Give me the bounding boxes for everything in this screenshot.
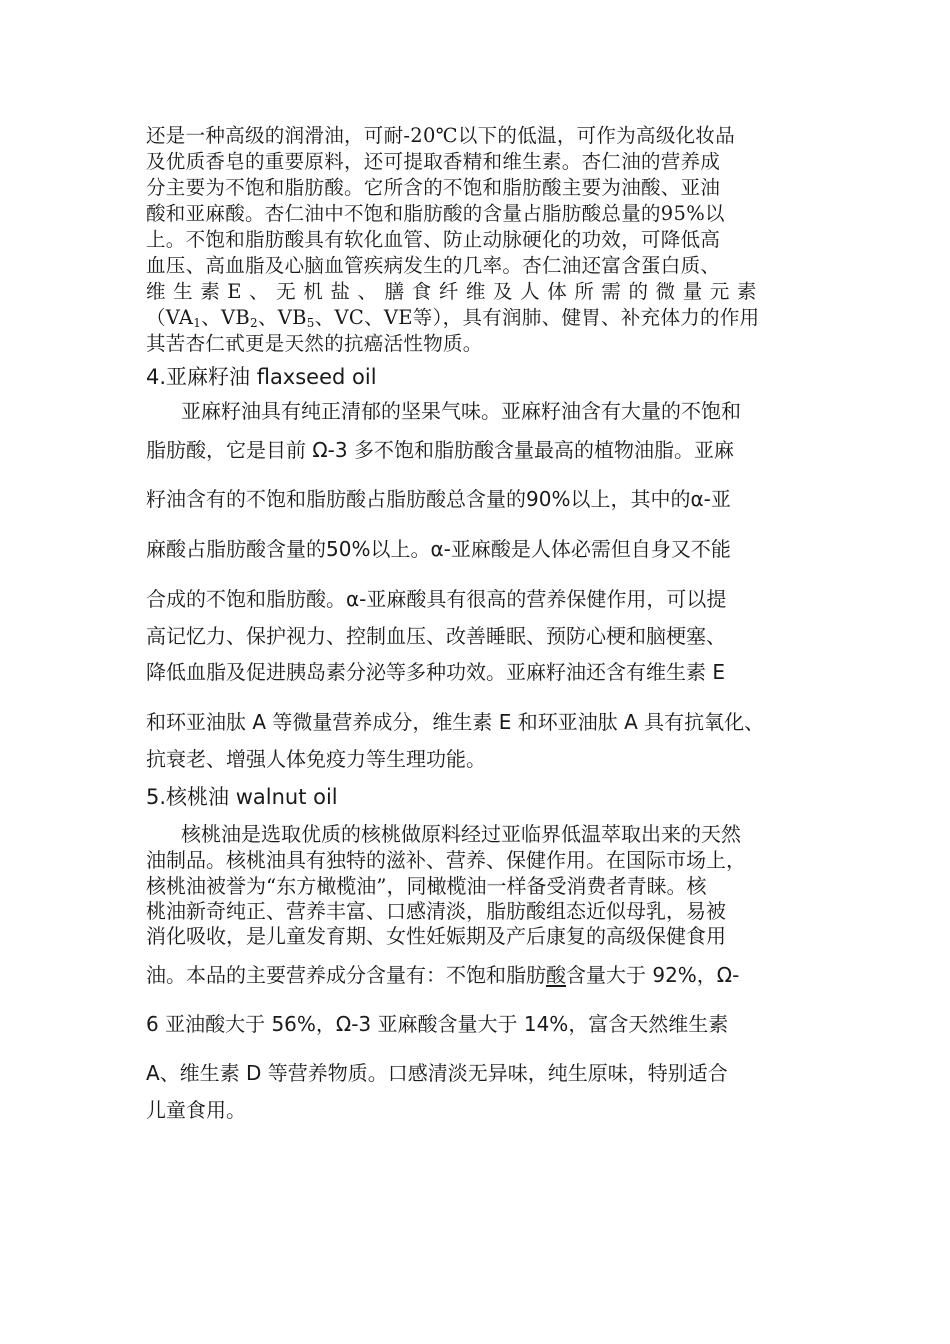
text-run: 、VB xyxy=(257,306,307,329)
text-run: E xyxy=(712,660,725,684)
subscript: 5 xyxy=(306,316,315,330)
text-run: 籽油含有的不饱和脂肪酸占脂肪酸总含量的 xyxy=(146,487,526,511)
paragraph-line: 油制品。核桃油具有独特的滋补、营养、保健作用。在国际市场上， xyxy=(146,848,746,872)
text-run: α- xyxy=(690,487,711,511)
text-run: ， xyxy=(315,1012,336,1036)
text-run: E xyxy=(498,710,512,734)
text-run: 脂肪酸，它是目前 xyxy=(146,438,313,462)
section-heading-walnut: 5.核桃油 walnut oil xyxy=(146,785,338,809)
text-run: 降低血脂及促进胰岛素分泌等多种功效。亚麻籽油还含有维生素 xyxy=(146,660,713,684)
text-run: 6 xyxy=(146,1012,159,1036)
text-run: 亚 xyxy=(710,487,731,511)
paragraph-line: 血压、高血脂及心脑血管疾病发生的几率。杏仁油还富含蛋白质、 xyxy=(146,254,721,277)
subscript: 1 xyxy=(193,316,202,330)
text-run: Ω-3 xyxy=(312,438,348,462)
text-run: 等微量营养成分，维生素 xyxy=(266,710,499,734)
text-run: 亚麻酸含量大于 xyxy=(371,1012,524,1036)
paragraph-line xyxy=(146,1061,728,1087)
text-run: （VA xyxy=(146,306,194,329)
paragraph-line: 消化吸收，是儿童发育期、女性妊娠期及产后康复的高级保健食用 xyxy=(146,924,726,948)
text-run: 等营养物质。口感清淡无异味，纯生原味，特别适合 xyxy=(261,1061,728,1085)
paragraph-line: 还是一种高级的润滑油，可耐-20℃以下的低温，可作为高级化妆品 xyxy=(146,124,736,147)
text-run: A xyxy=(252,710,267,734)
paragraph-line xyxy=(146,587,726,613)
text-run: 90% xyxy=(526,487,571,511)
text-run: 50% xyxy=(326,537,371,561)
text-run: 合成的不饱和脂肪酸。 xyxy=(146,587,346,611)
text-run: Ω-3 xyxy=(335,1012,372,1036)
text-run: 、VB xyxy=(201,306,250,329)
underlined-text: 酸 xyxy=(546,963,566,987)
paragraph-line xyxy=(146,487,731,513)
text-run: 以上。 xyxy=(370,537,431,561)
text-run: A xyxy=(624,710,638,734)
paragraph-line: 上。不饱和脂肪酸具有软化血管、防止动脉硬化的功效，可降低高 xyxy=(146,228,721,251)
text-run: 麻酸占脂肪酸含量的 xyxy=(146,537,326,561)
paragraph-line xyxy=(146,438,734,464)
paragraph-line: 桃油新奇纯正、营养丰富、口感清淡，脂肪酸组态近似母乳，易被 xyxy=(146,899,726,923)
paragraph-line: 其苦杏仁甙更是天然的抗癌活性物质。 xyxy=(146,332,483,355)
text-run: D xyxy=(246,1061,262,1085)
paragraph-line: 儿童食用。 xyxy=(146,1098,246,1122)
text-run: 和环亚油肽 xyxy=(511,710,625,734)
section-heading-flaxseed: 4.亚麻籽油 flaxseed oil xyxy=(146,365,377,389)
text-run: 14% xyxy=(523,1012,569,1036)
paragraph-line xyxy=(146,660,725,686)
paragraph-line: 酸和亚麻酸。杏仁油中不饱和脂肪酸的含量占脂肪酸总量的95%以 xyxy=(146,202,725,225)
paragraph-line: 抗衰老、增强人体免疫力等生理功能。 xyxy=(146,747,486,771)
text-run: 、VC、VE等），具有润肺、健胃、补充体力的作用 xyxy=(314,306,760,329)
text-run: α- xyxy=(430,537,451,561)
paragraph-line xyxy=(146,963,739,989)
paragraph-line: 高记忆力、保护视力、控制血压、改善睡眠、预防心梗和脑梗塞、 xyxy=(146,624,726,648)
paragraph-line: 核桃油被誉为“东方橄榄油”，同橄榄油一样备受消费者青睐。核 xyxy=(146,874,707,898)
text-run: 以上，其中的 xyxy=(570,487,691,511)
text-run: α- xyxy=(346,587,367,611)
text-run: 92%，Ω- xyxy=(646,963,740,987)
paragraph-line xyxy=(146,306,759,332)
paragraph-line: 核桃油是选取优质的核桃做原料经过亚临界低温萃取出来的天然 xyxy=(181,822,741,846)
text-run: 具有抗氧化、 xyxy=(637,710,765,734)
text-run: 和环亚油肽 xyxy=(146,710,253,734)
text-run: 多不饱和脂肪酸含量最高的植物油脂。亚麻 xyxy=(347,438,734,462)
text-run: 56% xyxy=(271,1012,316,1036)
paragraph-line: 维生素E、无机盐、膳食纤维及人体所需的微量元素 xyxy=(146,280,765,303)
subscript: 2 xyxy=(250,316,258,330)
paragraph-line: 及优质香皂的重要原料，还可提取香精和维生素。杏仁油的营养成 xyxy=(146,150,721,173)
paragraph-line: 分主要为不饱和脂肪酸。它所含的不饱和脂肪酸主要为油酸、亚油 xyxy=(146,176,721,199)
paragraph-line xyxy=(146,710,764,736)
text-run: A xyxy=(146,1061,160,1085)
text-run: 亚油酸大于 xyxy=(158,1012,272,1036)
text-run: 油。本品的主要营养成分含量有：不饱和脂肪 xyxy=(146,963,546,987)
text-run: 、维生素 xyxy=(159,1061,247,1085)
paragraph-line xyxy=(146,1012,728,1038)
paragraph-line xyxy=(146,537,731,563)
text-run: 亚麻酸是人体必需但自身又不能 xyxy=(450,537,731,561)
paragraph-line: 亚麻籽油具有纯正清郁的坚果气味。亚麻籽油含有大量的不饱和 xyxy=(181,399,741,423)
text-run: ，富含天然维生素 xyxy=(568,1012,729,1036)
text-run: 亚麻酸具有很高的营养保健作用，可以提 xyxy=(366,587,727,611)
text-run: 含量大于 xyxy=(566,963,646,987)
